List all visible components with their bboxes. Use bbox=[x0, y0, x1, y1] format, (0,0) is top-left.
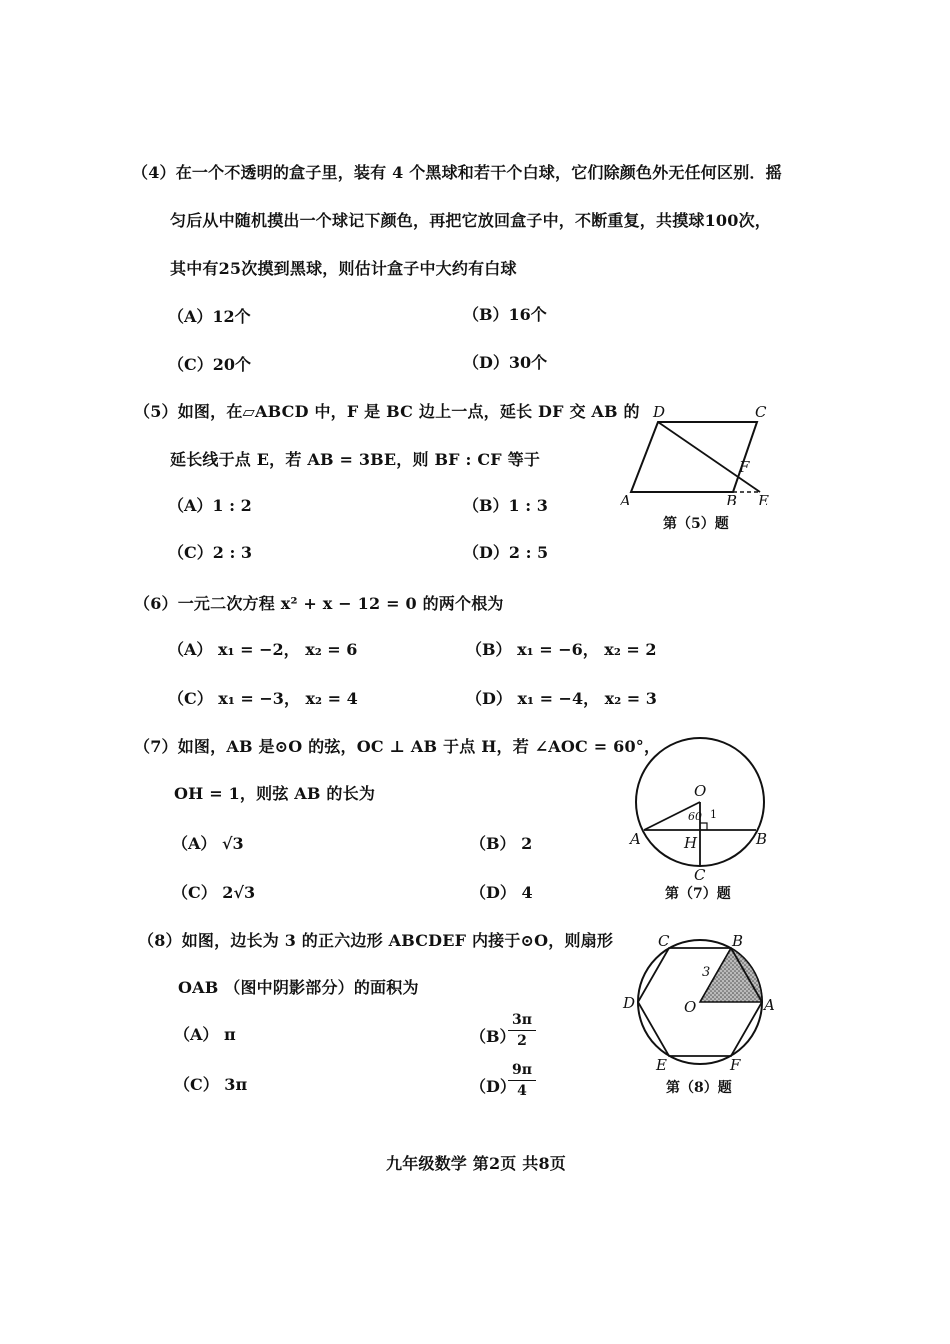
label-c: C bbox=[694, 866, 706, 884]
q4-text-line-3: 其中有25次摸到黑球，则估计盒子中大约有白球 bbox=[170, 259, 517, 278]
label-a: A bbox=[764, 996, 775, 1014]
label-a: A bbox=[630, 830, 641, 848]
label-o: O bbox=[694, 782, 707, 800]
q6-option-c: （C） x₁ = −3， x₂ = 4 bbox=[168, 689, 358, 708]
label-o: O bbox=[684, 998, 697, 1016]
q8-option-b-fraction bbox=[508, 1012, 536, 1049]
q4-option-b: （B）16个 bbox=[463, 305, 547, 324]
fraction-bar bbox=[508, 1030, 536, 1031]
q8-hexagon-figure bbox=[618, 930, 783, 1075]
q7-text-line-1: （7）如图，AB 是⊙O 的弦，OC ⊥ AB 于点 H，若 ∠AOC = 60°， bbox=[134, 737, 661, 756]
q8-figure-caption: 第（8）题 bbox=[666, 1080, 732, 1096]
q8-option-d-fraction bbox=[508, 1062, 536, 1099]
q8-option-d-denominator: 4 bbox=[517, 1083, 527, 1099]
q7-figure-caption: 第（7）题 bbox=[665, 886, 731, 902]
q4-option-d: （D）30个 bbox=[463, 353, 548, 372]
label-c: C bbox=[658, 932, 670, 950]
q5-option-c: （C）2 : 3 bbox=[168, 543, 253, 562]
q6-option-a: （A） x₁ = −2， x₂ = 6 bbox=[168, 640, 358, 659]
label-b: B bbox=[732, 932, 744, 950]
q7-option-a: （A） √3 bbox=[172, 834, 244, 853]
q5-figure-caption: 第（5）题 bbox=[663, 516, 729, 532]
page-footer: 九年级数学 第2页 共8页 bbox=[386, 1154, 567, 1173]
q6-option-d: （D） x₁ = −4， x₂ = 3 bbox=[466, 689, 657, 708]
q4-text-line-2: 匀后从中随机摸出一个球记下颜色，再把它放回盒子中，不断重复，共摸球100次， bbox=[170, 211, 771, 230]
q5-text-line-1: （5）如图，在▱ABCD 中，F 是 BC 边上一点，延长 DF 交 AB 的 bbox=[134, 402, 640, 421]
right-angle-mark bbox=[700, 823, 707, 830]
angle-label: 60 bbox=[688, 810, 702, 823]
q7-text-line-2: OH = 1，则弦 AB 的长为 bbox=[174, 784, 376, 803]
q8-option-b-numerator: 3π bbox=[512, 1012, 532, 1028]
q8-option-d-numerator: 9π bbox=[512, 1062, 532, 1078]
label-d: D bbox=[623, 994, 636, 1012]
q4-text-line-1: （4）在一个不透明的盒子里，装有 4 个黑球和若干个白球，它们除颜色外无任何区别．摇 bbox=[132, 163, 782, 182]
q8-option-b-prefix: （B） bbox=[470, 1027, 516, 1046]
q8-text-line-1: （8）如图，边长为 3 的正六边形 ABCDEF 内接于⊙O，则扇形 bbox=[138, 931, 614, 950]
q5-option-d: （D）2 : 5 bbox=[463, 543, 549, 562]
q8-option-c: （C） 3π bbox=[174, 1075, 248, 1094]
oh-length-label: 1 bbox=[710, 808, 717, 821]
label-e: E bbox=[758, 492, 769, 505]
q8-option-d-prefix: （D） bbox=[470, 1077, 516, 1096]
label-f: F bbox=[739, 458, 750, 476]
q6-option-b: （B） x₁ = −6， x₂ = 2 bbox=[466, 640, 657, 659]
q7-option-d: （D） 4 bbox=[470, 883, 533, 902]
label-e: E bbox=[656, 1056, 667, 1074]
label-h: H bbox=[684, 834, 698, 852]
q8-option-a: （A） π bbox=[174, 1025, 236, 1044]
q5-option-a: （A）1 : 2 bbox=[168, 496, 252, 515]
q5-option-b: （B）1 : 3 bbox=[463, 496, 548, 515]
q7-option-c: （C） 2√3 bbox=[172, 883, 256, 902]
label-b: B bbox=[726, 492, 738, 505]
q4-option-c: （C）20个 bbox=[168, 355, 252, 374]
q8-option-b-denominator: 2 bbox=[517, 1033, 527, 1049]
q7-option-b: （B） 2 bbox=[470, 834, 533, 853]
q7-circle-figure bbox=[620, 730, 780, 885]
q5-text-line-2: 延长线于点 E，若 AB = 3BE，则 BF : CF 等于 bbox=[170, 450, 541, 469]
label-f: F bbox=[730, 1056, 741, 1074]
side-length-label: 3 bbox=[702, 965, 711, 980]
q8-text-line-2: OAB （图中阴影部分）的面积为 bbox=[178, 978, 419, 997]
label-d: D bbox=[653, 403, 666, 421]
fraction-bar bbox=[508, 1080, 536, 1081]
q6-text-line-1: （6）一元二次方程 x² + x − 12 = 0 的两个根为 bbox=[134, 594, 504, 613]
q4-option-a: （A）12个 bbox=[168, 307, 251, 326]
label-b: B bbox=[756, 830, 768, 848]
parallelogram-abcd bbox=[631, 422, 757, 492]
label-c: C bbox=[755, 403, 767, 421]
label-a: A bbox=[620, 492, 631, 505]
q5-parallelogram-figure bbox=[615, 400, 780, 505]
